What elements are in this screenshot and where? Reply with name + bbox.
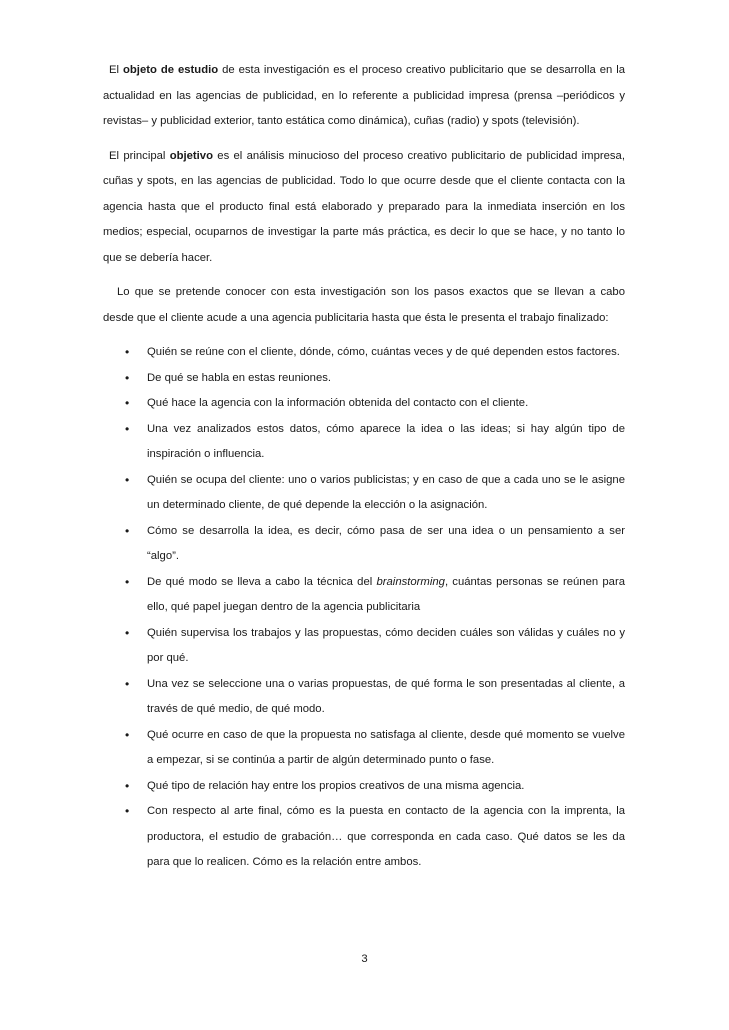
list-item-text: Una vez analizados estos datos, cómo aparece la idea o las ideas; si hay algún tipo de inspiración o influencia. xyxy=(147,422,625,460)
bold-term-objetivo: objetivo xyxy=(169,149,213,162)
bullet-icon: • xyxy=(125,523,130,538)
bullet-icon: • xyxy=(125,421,130,436)
list-item xyxy=(103,570,625,621)
paragraph-objetivo xyxy=(103,144,625,272)
list-item-text: De qué modo se lleva a cabo la técnica del xyxy=(147,575,377,588)
list-item xyxy=(103,340,625,366)
list-item xyxy=(103,366,625,392)
list-item xyxy=(103,468,625,519)
text-run: de esta investigación es el proceso creativo publicitario que se desarrolla en la actualidad en las agencias de publicidad, en lo referente a publicidad impresa (prensa –periódicos y revistas– y publicidad exterior, tanto estática como dinámica), cuñas (radio) y spots (televisión). xyxy=(103,64,626,127)
paragraph-objeto-de-estudio xyxy=(103,58,625,135)
bullet-icon: • xyxy=(125,396,130,410)
list-item-text: Con respecto al arte final, cómo es la puesta en contacto de la agencia con la imprenta, la productora, el estudio de grabación… que corresponda en cada caso. Qué datos se les da para que lo realicen. Cómo es la relación entre ambos. xyxy=(147,805,625,868)
bullet-icon: • xyxy=(125,778,130,793)
list-item-text: Quién se reúne con el cliente, dónde, cómo, cuántas veces y de qué dependen estos factores. xyxy=(147,346,620,358)
list-item-text: Qué ocurre en caso de que la propuesta no satisfaga al cliente, desde qué momento se vuelve a empezar, si se continúa a partir de algún determinado punto o fase. xyxy=(147,728,625,766)
list-item xyxy=(103,391,625,417)
text-run: es el análisis minucioso del proceso creativo publicitario de publicidad impresa, cuñas y spots, en las agencias de publicidad. Todo lo que ocurre desde que el cliente contacta con la agencia hasta que el producto final está elaborado y preparado para la inmediata inserción en los medios; especial, ocuparnos de investigar la parte más práctica, es decir lo que se hace, y no tanto lo que se debería hacer. xyxy=(103,149,625,264)
bullet-icon: • xyxy=(125,345,130,359)
question-list xyxy=(103,340,625,876)
list-item-text: De qué se habla en estas reuniones. xyxy=(147,371,332,384)
bullet-icon: • xyxy=(125,370,130,385)
bold-term-objeto-de-estudio: objeto de estudio xyxy=(123,64,219,76)
bullet-icon: • xyxy=(125,727,130,742)
list-item xyxy=(103,417,625,468)
list-item xyxy=(103,672,625,723)
bullet-icon: • xyxy=(125,804,130,818)
list-item xyxy=(103,799,625,876)
document-page xyxy=(103,58,625,876)
list-item-text: Una vez se seleccione una o varias propuestas, de qué forma le son presentadas al cliente, a través de qué medio, de qué modo. xyxy=(147,677,625,715)
list-item-text: Quién supervisa los trabajos y las propuestas, cómo deciden cuáles son válidas y cuáles no y por qué. xyxy=(147,626,625,664)
bullet-icon: • xyxy=(125,625,130,640)
bullet-icon: • xyxy=(125,676,130,691)
bullet-icon: • xyxy=(125,574,130,589)
list-item xyxy=(103,621,625,672)
italic-term-brainstorming: brainstorming xyxy=(376,575,445,588)
list-item xyxy=(103,774,625,800)
list-item xyxy=(103,519,625,570)
list-item-text: Qué tipo de relación hay entre los propios creativos de una misma agencia. xyxy=(147,779,525,792)
bullet-icon: • xyxy=(125,472,130,487)
list-item-text: Cómo se desarrolla la idea, es decir, cómo pasa de ser una idea o un pensamiento a ser “algo”. xyxy=(147,524,625,562)
paragraph-intro-list: Lo que se pretende conocer con esta investigación son los pasos exactos que se llevan a cabo desde que el cliente acude a una agencia publicitaria hasta que ésta le presenta el trabajo finalizado: xyxy=(103,286,625,324)
list-item xyxy=(103,723,625,774)
list-item-text: , cuántas personas se reúnen para ello, qué papel juegan dentro de la agencia publicitaria xyxy=(147,575,625,613)
list-item-text: Qué hace la agencia con la información obtenida del contacto con el cliente. xyxy=(147,397,529,409)
list-item-text: Quién se ocupa del cliente: uno o varios publicistas; y en caso de que a cada uno se le asigne un determinado cliente, de qué depende la elección o la asignación. xyxy=(147,473,625,511)
text-run: El principal xyxy=(109,149,170,162)
page-number: 3 xyxy=(361,953,368,965)
text-run: El xyxy=(109,64,123,76)
